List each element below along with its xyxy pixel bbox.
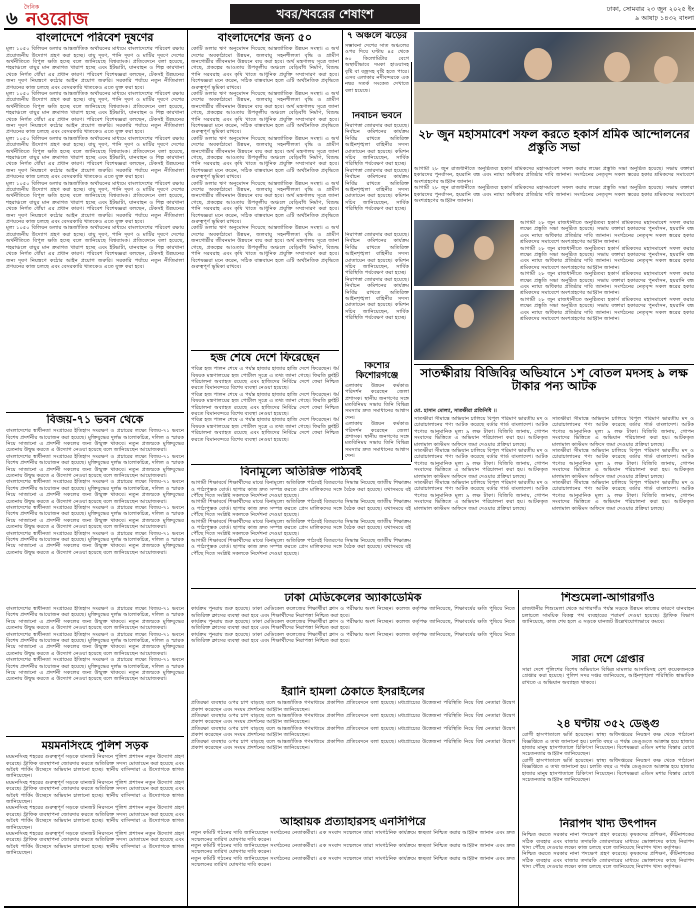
article-body: নতুন কমিটি গঠনের দাবি জানিয়েছেন সংগঠনের নেতাকর্মীরা। এক সংবাদ সম্মেলনে তারা সাংগঠনিক কার্যক্রমে স্বচ্ছতা নিশ্চিত করার আহ্বান জানান এবং দ্রুত সম্মেলনের তারিখ ঘোষণার দাবি করেন। bbox=[191, 830, 515, 843]
article-dengue bbox=[522, 718, 694, 816]
headline: কিশোর কিশোরগঞ্জে bbox=[355, 362, 399, 381]
page-number: ৬ bbox=[6, 8, 18, 29]
article-body: রাজধানীর শিশুমেলা থেকে আগারগাঁও পর্যন্ত সড়কে উন্নয়ন কাজের কারণে যানবাহন চলাচলে সাময়িক বিকল্প পথ ব্যবহারের পরামর্শ দেওয়া হয়েছে। ট্রাফিক বিভাগ জানিয়েছে, কাজ শেষ হলে এ সড়কে যানজট উল্লেখযোগ্যভাবে কমবে। bbox=[522, 606, 694, 625]
headline: ইরানি হামলা ঠেকাতে ইসরাইলের bbox=[281, 686, 425, 698]
article-nirapod bbox=[522, 818, 694, 908]
headline: আহ্বায়ক প্রত্যাহারসহ এনসিপিরে bbox=[280, 816, 426, 828]
headline: বাংলাদেশের জন্য ৫০ bbox=[217, 32, 313, 44]
article-dmc bbox=[191, 592, 515, 684]
article-bijoy71-cont bbox=[6, 606, 184, 734]
article-ncp bbox=[191, 816, 515, 908]
article-body: নিরাপত্তা জোরদার করা হয়েছে। নির্বাচন কমিশনের কার্যক্রম নির্বিঘ্ন রাখতে অতিরিক্ত আইনশৃঙ্খলা বাহিনীর সদস্য মোতায়েন করা হয়েছে। কমিশন সচিব জানিয়েছেন, সার্বিক পরিস্থিতি পর্যবেক্ষণ করা হচ্ছে। bbox=[345, 167, 409, 213]
article-body: কোটি ডলার ঋণ অনুমোদন দিয়েছে আন্তর্জাতিক উন্নয়ন সংস্থা। এ অর্থ দেশের অবকাঠামো উন্নয়ন, জলবায়ু সহনশীলতা বৃদ্ধি ও গ্রামীণ জনগোষ্ঠীর জীবনমান উন্নয়নে ব্যয় করা হবে। অর্থ মন্ত্রণালয় সূত্রে জানা গেছে, প্রকল্পের আওতায় উপকূলীয় অঞ্চলে বেড়িবাঁধ নির্মাণ, বিশুদ্ধ পানি সরবরাহ এবং কৃষি খাতে আধুনিক প্রযুক্তি সম্প্রসারণ করা হবে। বিশেষজ্ঞরা মনে করেন, সঠিক বাস্তবায়ন হলে এটি অর্থনৈতিক প্রবৃদ্ধিতে গুরুত্বপূর্ণ ভূমিকা রাখবে। bbox=[191, 135, 339, 181]
section-rule bbox=[191, 588, 696, 589]
article-body: বাংলাদেশের স্বাধীনতা সংগ্রামের ইতিহাস সংরক্ষণ ও প্রচারের লক্ষ্যে বিজয়-৭১ ভবনে বিশেষ প্রদর্শনীর আয়োজন করা হয়েছে। মুক্তিযুদ্ধের দুর্লভ আলোকচিত্র, দলিল ও স্মারক নিয়ে সাজানো এ প্রদর্শনী সকলের জন্য উন্মুক্ত থাকবে। নতুন প্রজন্মকে মুক্তিযুদ্ধের চেতনায় উদ্বুদ্ধ করতে এ উদ্যোগ নেওয়া হয়েছে বলে জানিয়েছেন আয়োজকরা। bbox=[6, 453, 184, 479]
section-rule bbox=[191, 464, 411, 465]
section-rule bbox=[6, 412, 184, 413]
column-divider bbox=[187, 30, 188, 908]
article-body: সাতক্ষীরা সীমান্তে অভিযান চালিয়ে বিপুল পরিমাণ ভারতীয় মদ ও চোরাচালানের পণ্য আটক করেছে বর্ডার গার্ড বাংলাদেশ। আটক পণ্যের আনুমানিক মূল্য ৯ লক্ষ টাকা। বিজিবি জানায়, গোপন সংবাদের ভিত্তিতে এ অভিযান পরিচালনা করা হয়। আটককৃত মালামাল কাস্টমস অফিসে জমা দেওয়ার প্রক্রিয়া চলছে। bbox=[552, 480, 694, 512]
article-body: আগামী ২৮ জুন রাজধানীতে অনুষ্ঠিতব্য হকার্স শ্রমিকদের মহাসমাবেশ সফল করার লক্ষ্যে প্রস্তুতি সভা অনুষ্ঠিত হয়েছে। সভায় বক্তারা হকারদের পুনর্বাসন, হয়রানি বন্ধ এবং ন্যায্য অধিকার প্রতিষ্ঠার দাবি জানান। সংগঠনের নেতৃবৃন্দ সকল স্তরের হকার শ্রমিকদের সমাবেশে অংশগ্রহণের আহ্বান জানান। bbox=[520, 245, 694, 271]
logo-name: নওরোজ bbox=[26, 9, 89, 30]
article-body: আগামী ২৮ জুন রাজধানীতে অনুষ্ঠিতব্য হকার্স শ্রমিকদের মহাসমাবেশ সফল করার লক্ষ্যে প্রস্তুতি সভা অনুষ্ঠিত হয়েছে। সভায় বক্তারা হকারদের পুনর্বাসন, হয়রানি বন্ধ এবং ন্যায্য অধিকার প্রতিষ্ঠার দাবি জানান। সংগঠনের নেতৃবৃন্দ সকল স্তরের হকার শ্রমিকদের সমাবেশে অংশগ্রহণের আহ্বান জানান। bbox=[414, 185, 694, 205]
article-body: নিরাপত্তা জোরদার করা হয়েছে। নির্বাচন কমিশনের কার্যক্রম নির্বিঘ্ন রাখতে অতিরিক্ত আইনশৃঙ্খলা বাহিনীর সদস্য মোতায়েন করা হয়েছে। কমিশন সচিব জানিয়েছেন, সার্বিক পরিস্থিতি পর্যবেক্ষণ করা হচ্ছে। bbox=[345, 276, 409, 322]
article-body: মূল্য ১০৫০ বিলিয়ন ডলার আন্তর্জাতিক অর্থায়নের মাধ্যমে বাংলাদেশের পরিবেশ রক্ষায় প্রয়োজনীয় উদ্যোগ গ্রহণ করা হচ্ছে। বায়ু দূষণ, পানি দূষণ ও মাটির দূষণে দেশের অর্থনীতিতে বিপুল ক্ষতি হচ্ছে বলে জানিয়েছে বিশ্বব্যাংক। প্রতিবেদনে বলা হয়েছে, শহরাঞ্চলে বায়ুর মান ক্রমাগত খারাপ হচ্ছে এবং ইটভাটা, যানবাহন ও শিল্প কারখানা থেকে নির্গত ধোঁয়া এর প্রধান কারণ। পরিবেশ বিশেষজ্ঞরা বলছেন, টেকসই উন্নয়নের জন্য দূষণ নিয়ন্ত্রণে কঠোর আইন প্রয়োগ জরুরি। সরকারি পর্যায়ে নতুন নীতিমালা প্রণয়নের কাজ চলছে এবং বেসরকারি খাতকেও এতে যুক্ত করা হবে। bbox=[6, 225, 184, 270]
article-body: সাতক্ষীরা সীমান্তে অভিযান চালিয়ে বিপুল পরিমাণ ভারতীয় মদ ও চোরাচালানের পণ্য আটক করেছে বর্ডার গার্ড বাংলাদেশ। আটক পণ্যের আনুমানিক মূল্য ৯ লক্ষ টাকা। বিজিবি জানায়, গোপন সংবাদের ভিত্তিতে এ অভিযান পরিচালনা করা হয়। আটককৃত মালামাল কাস্টমস অফিসে জমা দেওয়ার প্রক্রিয়া চলছে। bbox=[414, 416, 548, 448]
news-photo bbox=[414, 290, 514, 360]
headline: বিজয়-৭১ ভবন থেকে bbox=[46, 414, 144, 426]
article-kishoreganj bbox=[345, 362, 409, 460]
article-mymensingh bbox=[6, 740, 184, 906]
article-body: কার্যক্রম পুনরায় শুরু হয়েছে। ঢাকা মেডিকেল কলেজের শিক্ষার্থীরা ক্লাস ও পরীক্ষায় অংশ নিচ্ছেন। কলেজ কর্তৃপক্ষ জানিয়েছে, শিক্ষাবর্ষের ক্ষতি পুষিয়ে নিতে অতিরিক্ত ক্লাসের ব্যবস্থা করা হবে এবং শিক্ষার্থীদের নিরাপত্তা নিশ্চিত করা হবে। bbox=[191, 618, 515, 632]
article-body: ময়মনসিংহ শহরের গুরুত্বপূর্ণ সড়কে যানজট নিরসনে পুলিশ প্রশাসন নতুন উদ্যোগ গ্রহণ করেছে। ট্রাফিক ব্যবস্থাপনা জোরদার করতে অতিরিক্ত সদস্য মোতায়েন করা হয়েছে এবং অবৈধ পার্কিং উচ্ছেদে অভিযান চালানো হচ্ছে। স্থানীয় বাসিন্দারা এ উদ্যোগকে স্বাগত জানিয়েছেন। bbox=[6, 830, 184, 857]
article-body: বাংলাদেশের স্বাধীনতা সংগ্রামের ইতিহাস সংরক্ষণ ও প্রচারের লক্ষ্যে বিজয়-৭১ ভবনে বিশেষ প্রদর্শনীর আয়োজন করা হয়েছে। মুক্তিযুদ্ধের দুর্লভ আলোকচিত্র, দলিল ও স্মারক নিয়ে সাজানো এ প্রদর্শনী সকলের জন্য উন্মুক্ত থাকবে। নতুন প্রজন্মকে মুক্তিযুদ্ধের চেতনায় উদ্বুদ্ধ করতে এ উদ্যোগ নেওয়া হয়েছে বলে জানিয়েছেন আয়োজকরা। bbox=[6, 428, 184, 454]
article-body: বাংলাদেশের স্বাধীনতা সংগ্রামের ইতিহাস সংরক্ষণ ও প্রচারের লক্ষ্যে বিজয়-৭১ ভবনে বিশেষ প্রদর্শনীর আয়োজন করা হয়েছে। মুক্তিযুদ্ধের দুর্লভ আলোকচিত্র, দলিল ও স্মারক নিয়ে সাজানো এ প্রদর্শনী সকলের জন্য উন্মুক্ত থাকবে। নতুন প্রজন্মকে মুক্তিযুদ্ধের চেতনায় উদ্বুদ্ধ করতে এ উদ্যোগ নেওয়া হয়েছে বলে জানিয়েছেন আয়োজকরা। bbox=[6, 479, 184, 505]
article-nirbachon bbox=[345, 112, 409, 230]
headline: সাতক্ষীরায় বিজিবির অভিযানে ১শ বোতল মদসহ ৯ লক্ষ টাকার পন্য আটক bbox=[420, 366, 688, 394]
article-body: মূল্য ১০৫০ বিলিয়ন ডলার আন্তর্জাতিক অর্থায়নের মাধ্যমে বাংলাদেশের পরিবেশ রক্ষায় প্রয়োজনীয় উদ্যোগ গ্রহণ করা হচ্ছে। বায়ু দূষণ, পানি দূষণ ও মাটির দূষণে দেশের অর্থনীতিতে বিপুল ক্ষতি হচ্ছে বলে জানিয়েছে বিশ্বব্যাংক। প্রতিবেদনে বলা হয়েছে, শহরাঞ্চলে বায়ুর মান ক্রমাগত খারাপ হচ্ছে এবং ইটভাটা, যানবাহন ও শিল্প কারখানা থেকে নির্গত ধোঁয়া এর প্রধান কারণ। পরিবেশ বিশেষজ্ঞরা বলছেন, টেকসই উন্নয়নের জন্য দূষণ নিয়ন্ত্রণে কঠোর আইন প্রয়োগ জরুরি। সরকারি পর্যায়ে নতুন নীতিমালা প্রণয়নের কাজ চলছে এবং বেসরকারি খাতকেও এতে যুক্ত করা হবে। bbox=[6, 46, 184, 91]
article-body: বাংলাদেশের স্বাধীনতা সংগ্রামের ইতিহাস সংরক্ষণ ও প্রচারের লক্ষ্যে বিজয়-৭১ ভবনে বিশেষ প্রদর্শনীর আয়োজন করা হয়েছে। মুক্তিযুদ্ধের দুর্লভ আলোকচিত্র, দলিল ও স্মারক নিয়ে সাজানো এ প্রদর্শনী সকলের জন্য উন্মুক্ত থাকবে। নতুন প্রজন্মকে মুক্তিযুদ্ধের চেতনায় উদ্বুদ্ধ করতে এ উদ্যোগ নেওয়া হয়েছে বলে জানিয়েছেন আয়োজকরা। bbox=[6, 631, 184, 657]
article-body: এলাকায় উন্নয়ন কর্মকাণ্ড পরিদর্শন করেছেন জেলা প্রশাসক। স্থানীয় জনগণের সঙ্গে মতবিনিময় সভায় তিনি বিভিন্ন সমস্যার দ্রুত সমাধানের আশ্বাস দেন। bbox=[345, 382, 409, 421]
article-sara-deshe bbox=[522, 654, 694, 716]
article-body: আগামী ২৮ জুন রাজধানীতে অনুষ্ঠিতব্য হকার্স শ্রমিকদের মহাসমাবেশ সফল করার লক্ষ্যে প্রস্তুতি সভা অনুষ্ঠিত হয়েছে। সভায় বক্তারা হকারদের পুনর্বাসন, হয়রানি বন্ধ এবং ন্যায্য অধিকার প্রতিষ্ঠার দাবি জানান। সংগঠনের নেতৃবৃন্দ সকল স্তরের হকার শ্রমিকদের সমাবেশে অংশগ্রহণের আহ্বান জানান। bbox=[520, 296, 694, 323]
hawker-headline-box bbox=[414, 128, 694, 164]
article-body: কার্যক্রম পুনরায় শুরু হয়েছে। ঢাকা মেডিকেল কলেজের শিক্ষার্থীরা ক্লাস ও পরীক্ষায় অংশ নিচ্ছেন। কলেজ কর্তৃপক্ষ জানিয়েছে, শিক্ষাবর্ষের ক্ষতি পুষিয়ে নিতে অতিরিক্ত ক্লাসের ব্যবস্থা করা হবে এবং শিক্ষার্থীদের নিরাপত্তা নিশ্চিত করা হবে। bbox=[191, 631, 515, 645]
article-body: কোটি ডলার ঋণ অনুমোদন দিয়েছে আন্তর্জাতিক উন্নয়ন সংস্থা। এ অর্থ দেশের অবকাঠামো উন্নয়ন, জলবায়ু সহনশীলতা বৃদ্ধি ও গ্রামীণ জনগোষ্ঠীর জীবনমান উন্নয়নে ব্যয় করা হবে। অর্থ মন্ত্রণালয় সূত্রে জানা গেছে, প্রকল্পের আওতায় উপকূলীয় অঞ্চলে বেড়িবাঁধ নির্মাণ, বিশুদ্ধ পানি সরবরাহ এবং কৃষি খাতে আধুনিক প্রযুক্তি সম্প্রসারণ করা হবে। বিশেষজ্ঞরা মনে করেন, সঠিক বাস্তবায়ন হলে এটি অর্থনৈতিক প্রবৃদ্ধিতে গুরুত্বপূর্ণ ভূমিকা রাখবে। bbox=[191, 180, 339, 226]
article-body: পবিত্র হজ পালন শেষে এ পর্যন্ত হাজার হাজার হাজি দেশে ফিরেছেন। ধর্ম বিষয়ক মন্ত্রণালয়ের হজ পোর্টাল সূত্রে এ তথ্য জানা গেছে। ফিরতি ফ্লাইট পরিচালনা অব্যাহত রয়েছে এবং হাজিদের নির্বিঘ্নে দেশে ফেরা নিশ্চিত করতে বিমানবন্দরে বিশেষ ব্যবস্থা নেওয়া হয়েছে। bbox=[191, 391, 339, 417]
article-bijoy71 bbox=[6, 414, 184, 604]
article-body: আগামী ২৮ জুন রাজধানীতে অনুষ্ঠিতব্য হকার্স শ্রমিকদের মহাসমাবেশ সফল করার লক্ষ্যে প্রস্তুতি সভা অনুষ্ঠিত হয়েছে। সভায় বক্তারা হকারদের পুনর্বাসন, হয়রানি বন্ধ এবং ন্যায্য অধিকার প্রতিষ্ঠার দাবি জানান। সংগঠনের নেতৃবৃন্দ সকল স্তরের হকার শ্রমিকদের সমাবেশে অংশগ্রহণের আহ্বান জানান। bbox=[520, 271, 694, 297]
article-satkhira bbox=[414, 416, 548, 592]
article-body: নিরাপত্তা জোরদার করা হয়েছে। নির্বাচন কমিশনের কার্যক্রম নির্বিঘ্ন রাখতে অতিরিক্ত আইনশৃঙ্খলা বাহিনীর সদস্য মোতায়েন করা হয়েছে। কমিশন সচিব জানিয়েছেন, সার্বিক পরিস্থিতি পর্যবেক্ষণ করা হচ্ছে। bbox=[345, 122, 409, 168]
headline: বিনামূল্যে অতিরিক্ত পাঠ্যবই bbox=[240, 466, 362, 478]
section-rule bbox=[6, 736, 184, 737]
column-divider bbox=[411, 62, 412, 462]
article-body: সাতক্ষীরা সীমান্তে অভিযান চালিয়ে বিপুল পরিমাণ ভারতীয় মদ ও চোরাচালানের পণ্য আটক করেছে বর্ডার গার্ড বাংলাদেশ। আটক পণ্যের আনুমানিক মূল্য ৯ লক্ষ টাকা। বিজিবি জানায়, গোপন সংবাদের ভিত্তিতে এ অভিযান পরিচালনা করা হয়। আটককৃত মালামাল কাস্টমস অফিসে জমা দেওয়ার প্রক্রিয়া চলছে। bbox=[552, 448, 694, 480]
article-body: মূল্য ১০৫০ বিলিয়ন ডলার আন্তর্জাতিক অর্থায়নের মাধ্যমে বাংলাদেশের পরিবেশ রক্ষায় প্রয়োজনীয় উদ্যোগ গ্রহণ করা হচ্ছে। বায়ু দূষণ, পানি দূষণ ও মাটির দূষণে দেশের অর্থনীতিতে বিপুল ক্ষতি হচ্ছে বলে জানিয়েছে বিশ্বব্যাংক। প্রতিবেদনে বলা হয়েছে, শহরাঞ্চলে বায়ুর মান ক্রমাগত খারাপ হচ্ছে এবং ইটভাটা, যানবাহন ও শিল্প কারখানা থেকে নির্গত ধোঁয়া এর প্রধান কারণ। পরিবেশ বিশেষজ্ঞরা বলছেন, টেকসই উন্নয়নের জন্য দূষণ নিয়ন্ত্রণে কঠোর আইন প্রয়োগ জরুরি। সরকারি পর্যায়ে নতুন নীতিমালা প্রণয়নের কাজ চলছে এবং বেসরকারি খাতকেও এতে যুক্ত করা হবে। bbox=[6, 135, 184, 181]
article-body: প্রতিরক্ষা ব্যবস্থার ওপর চাপ বাড়ছে বলে আন্তর্জাতিক গণমাধ্যমে প্রকাশিত প্রতিবেদনে বলা হয়েছে। মধ্যপ্রাচ্যের উত্তেজনা পরিস্থিতি নিয়ে বিশ্ব নেতারা উদ্বেগ প্রকাশ করেছেন এবং সংযম প্রদর্শনের আহ্বান জানিয়েছেন। bbox=[191, 712, 515, 726]
article-body: প্রতিরক্ষা ব্যবস্থার ওপর চাপ বাড়ছে বলে আন্তর্জাতিক গণমাধ্যমে প্রকাশিত প্রতিবেদনে বলা হয়েছে। মধ্যপ্রাচ্যের উত্তেজনা পরিস্থিতি নিয়ে বিশ্ব নেতারা উদ্বেগ প্রকাশ করেছেন এবং সংযম প্রদর্শনের আহ্বান জানিয়েছেন। bbox=[191, 725, 515, 739]
article-shishumela bbox=[522, 592, 694, 652]
date-line: ঢাকা, সোমবার ২৩ জুন ২০২৫ ইং bbox=[606, 5, 694, 13]
article-body: কোটি ডলার ঋণ অনুমোদন দিয়েছে আন্তর্জাতিক উন্নয়ন সংস্থা। এ অর্থ দেশের অবকাঠামো উন্নয়ন, জলবায়ু সহনশীলতা বৃদ্ধি ও গ্রামীণ জনগোষ্ঠীর জীবনমান উন্নয়নে ব্যয় করা হবে। অর্থ মন্ত্রণালয় সূত্রে জানা গেছে, প্রকল্পের আওতায় উপকূলীয় অঞ্চলে বেড়িবাঁধ নির্মাণ, বিশুদ্ধ পানি সরবরাহ এবং কৃষি খাতে আধুনিক প্রযুক্তি সম্প্রসারণ করা হবে। বিশেষজ্ঞরা মনে করেন, সঠিক বাস্তবায়ন হলে এটি অর্থনৈতিক প্রবৃদ্ধিতে গুরুত্বপূর্ণ ভূমিকা রাখবে। bbox=[191, 90, 339, 136]
article-body: কোটি ডলার ঋণ অনুমোদন দিয়েছে আন্তর্জাতিক উন্নয়ন সংস্থা। এ অর্থ দেশের অবকাঠামো উন্নয়ন, জলবায়ু সহনশীলতা বৃদ্ধি ও গ্রামীণ জনগোষ্ঠীর জীবনমান উন্নয়নে ব্যয় করা হবে। অর্থ মন্ত্রণালয় সূত্রে জানা গেছে, প্রকল্পের আওতায় উপকূলীয় অঞ্চলে বেড়িবাঁধ নির্মাণ, বিশুদ্ধ পানি সরবরাহ এবং কৃষি খাতে আধুনিক প্রযুক্তি সম্প্রসারণ করা হবে। বিশেষজ্ঞরা মনে করেন, সঠিক বাস্তবায়ন হলে এটি অর্থনৈতিক প্রবৃদ্ধিতে গুরুত্বপূর্ণ ভূমিকা রাখবে। bbox=[191, 46, 339, 91]
article-body: সম্ভাবনা দেশের সাত অঞ্চলের ওপর দিয়ে ঘণ্টায় ৪৫ থেকে ৬০ কিলোমিটার বেগে অস্থায়ীভাবে দমকা হাওয়াসহ বৃষ্টি বা বজ্রসহ বৃষ্টি হতে পারে। এসব এলাকার নদীবন্দরকে এক নম্বর সতর্ক সংকেত দেখাতে বলা হয়েছে। bbox=[345, 42, 409, 92]
article-body: কোটি ডলার ঋণ অনুমোদন দিয়েছে আন্তর্জাতিক উন্নয়ন সংস্থা। এ অর্থ দেশের অবকাঠামো উন্নয়ন, জলবায়ু সহনশীলতা বৃদ্ধি ও গ্রামীণ জনগোষ্ঠীর জীবনমান উন্নয়নে ব্যয় করা হবে। অর্থ মন্ত্রণালয় সূত্রে জানা গেছে, প্রকল্পের আওতায় উপকূলীয় অঞ্চলে বেড়িবাঁধ নির্মাণ, বিশুদ্ধ পানি সরবরাহ এবং কৃষি খাতে আধুনিক প্রযুক্তি সম্প্রসারণ করা হবে। বিশেষজ্ঞরা মনে করেন, সঠিক বাস্তবায়ন হলে এটি অর্থনৈতিক প্রবৃদ্ধিতে গুরুত্বপূর্ণ ভূমিকা রাখবে। bbox=[191, 225, 339, 270]
article-body: প্রতিরক্ষা ব্যবস্থার ওপর চাপ বাড়ছে বলে আন্তর্জাতিক গণমাধ্যমে প্রকাশিত প্রতিবেদনে বলা হয়েছে। মধ্যপ্রাচ্যের উত্তেজনা পরিস্থিতি নিয়ে বিশ্ব নেতারা উদ্বেগ প্রকাশ করেছেন এবং সংযম প্রদর্শনের আহ্বান জানিয়েছেন। bbox=[191, 738, 515, 751]
article-body: পবিত্র হজ পালন শেষে এ পর্যন্ত হাজার হাজার হাজি দেশে ফিরেছেন। ধর্ম বিষয়ক মন্ত্রণালয়ের হজ পোর্টাল সূত্রে এ তথ্য জানা গেছে। ফিরতি ফ্লাইট পরিচালনা অব্যাহত রয়েছে এবং হাজিদের নির্বিঘ্নে দেশে ফেরা নিশ্চিত করতে বিমানবন্দরে বিশেষ ব্যবস্থা নেওয়া হয়েছে। bbox=[191, 417, 339, 443]
article-storm bbox=[345, 32, 409, 92]
article-body: নিশ্চিত করতে সরকার নানা পদক্ষেপ গ্রহণ করেছে। কৃষকদের প্রশিক্ষণ, কীটনাশকের সঠিক ব্যবহার এবং বাজার তদারকি জোরদারের মাধ্যমে ভোক্তাদের কাছে নিরাপদ খাদ্য পৌঁছে দেওয়ার লক্ষ্যে কাজ চলছে বলে জানিয়েছে নিরাপদ খাদ্য কর্তৃপক্ষ। bbox=[522, 851, 694, 871]
article-body: সাতক্ষীরা সীমান্তে অভিযান চালিয়ে বিপুল পরিমাণ ভারতীয় মদ ও চোরাচালানের পণ্য আটক করেছে বর্ডার গার্ড বাংলাদেশ। আটক পণ্যের আনুমানিক মূল্য ৯ লক্ষ টাকা। বিজিবি জানায়, গোপন সংবাদের ভিত্তিতে এ অভিযান পরিচালনা করা হয়। আটককৃত মালামাল কাস্টমস অফিসে জমা দেওয়ার প্রক্রিয়া চলছে। bbox=[414, 448, 548, 480]
hawker-meeting-photo bbox=[414, 32, 694, 124]
article-bangladesh50 bbox=[191, 32, 339, 348]
headline: শিশুমেলা-আগারগাঁও bbox=[561, 592, 655, 604]
article-body: নিরাপত্তা জোরদার করা হয়েছে। নির্বাচন কমিশনের কার্যক্রম নির্বিঘ্ন রাখতে অতিরিক্ত আইনশৃঙ্খলা বাহিনীর সদস্য মোতায়েন করা হয়েছে। কমিশন সচিব জানিয়েছেন, সার্বিক পরিস্থিতি পর্যবেক্ষণ করা হচ্ছে। bbox=[345, 232, 409, 277]
header-rule bbox=[4, 28, 696, 30]
headline: ২৪ ঘণ্টায় ৩৫২ ডেঙ্গু bbox=[556, 718, 660, 730]
article-body: সাতক্ষীরা সীমান্তে অভিযান চালিয়ে বিপুল পরিমাণ ভারতীয় মদ ও চোরাচালানের পণ্য আটক করেছে বর্ডার গার্ড বাংলাদেশ। আটক পণ্যের আনুমানিক মূল্য ৯ লক্ষ টাকা। বিজিবি জানায়, গোপন সংবাদের ভিত্তিতে এ অভিযান পরিচালনা করা হয়। আটককৃত মালামাল কাস্টমস অফিসে জমা দেওয়ার প্রক্রিয়া চলছে। bbox=[414, 480, 548, 512]
article-body: আগামী ২৮ জুন রাজধানীতে অনুষ্ঠিতব্য হকার্স শ্রমিকদের মহাসমাবেশ সফল করার লক্ষ্যে প্রস্তুতি সভা অনুষ্ঠিত হয়েছে। সভায় বক্তারা হকারদের পুনর্বাসন, হয়রানি বন্ধ এবং ন্যায্য অধিকার প্রতিষ্ঠার দাবি জানান। সংগঠনের নেতৃবৃন্দ সকল স্তরের হকার শ্রমিকদের সমাবেশে অংশগ্রহণের আহ্বান জানান। bbox=[520, 220, 694, 246]
article-body: এলাকায় উন্নয়ন কর্মকাণ্ড পরিদর্শন করেছেন জেলা প্রশাসক। স্থানীয় জনগণের সঙ্গে মতবিনিময় সভায় তিনি বিভিন্ন সমস্যার দ্রুত সমাধানের আশ্বাস দেন। bbox=[345, 421, 409, 460]
section-rule bbox=[191, 350, 339, 351]
section-title: খবর/খবরের শেষাংশ bbox=[230, 4, 420, 24]
satkhira-byline: মো. হাসান মোল্যা, সাতক্ষীরা প্রতিনিধি ।। bbox=[414, 408, 497, 414]
article-body: সারা দেশে পুলিশের বিশেষ অভিযানে বিভিন্ন মামলার আসামিসহ বেশ কয়েকজনকে গ্রেপ্তার করা হয়েছে। পুলিশ সদর দপ্তর জানিয়েছে, আইনশৃঙ্খলা পরিস্থিতি স্বাভাবিক রাখতে এ অভিযান অব্যাহত থাকবে। bbox=[522, 667, 694, 686]
satkhira-headline-box bbox=[414, 364, 694, 404]
headline: হজ শেষে দেশে ফিরেছেন bbox=[210, 352, 320, 364]
logo-small-text: দৈনিক bbox=[24, 4, 40, 11]
article-body: আগামী শিক্ষাবর্ষে শিক্ষার্থীদের মাঝে বিনামূল্যে অতিরিক্ত পাঠ্যবই বিতরণের সিদ্ধান্ত নিয়েছে জাতীয় শিক্ষাক্রম ও পাঠ্যপুস্তক বোর্ড। ছাপার কাজ দ্রুত সম্পন্ন করতে প্রেস মালিকদের সঙ্গে বৈঠক করা হয়েছে। যথাসময়ে বই পৌঁছে দিতে সংশ্লিষ্ট সকলকে নির্দেশনা দেওয়া হয়েছে। bbox=[191, 518, 411, 538]
article-binimoy bbox=[191, 466, 411, 586]
headline: নির্বাচন ভবনে bbox=[352, 112, 402, 121]
article-body: মূল্য ১০৫০ বিলিয়ন ডলার আন্তর্জাতিক অর্থায়নের মাধ্যমে বাংলাদেশের পরিবেশ রক্ষায় প্রয়োজনীয় উদ্যোগ গ্রহণ করা হচ্ছে। বায়ু দূষণ, পানি দূষণ ও মাটির দূষণে দেশের অর্থনীতিতে বিপুল ক্ষতি হচ্ছে বলে জানিয়েছে বিশ্বব্যাংক। প্রতিবেদনে বলা হয়েছে, শহরাঞ্চলে বায়ুর মান ক্রমাগত খারাপ হচ্ছে এবং ইটভাটা, যানবাহন ও শিল্প কারখানা থেকে নির্গত ধোঁয়া এর প্রধান কারণ। পরিবেশ বিশেষজ্ঞরা বলছেন, টেকসই উন্নয়নের জন্য দূষণ নিয়ন্ত্রণে কঠোর আইন প্রয়োগ জরুরি। সরকারি পর্যায়ে নতুন নীতিমালা প্রণয়নের কাজ চলছে এবং বেসরকারি খাতকেও এতে যুক্ত করা হবে। bbox=[6, 90, 184, 136]
headline: বাংলাদেশে পরিবেশ দূষণের bbox=[36, 32, 154, 44]
article-body: রোগী হাসপাতালে ভর্তি হয়েছেন। স্বাস্থ্য অধিদপ্তরের নিয়ন্ত্রণ কক্ষ থেকে পাঠানো বিজ্ঞপ্তিতে এ তথ্য জানানো হয়। চলতি বছর এ পর্যন্ত ডেঙ্গুতে আক্রান্ত হয়ে হাজার হাজার মানুষ হাসপাতালে চিকিৎসা নিয়েছেন। বিশেষজ্ঞরা এডিস মশার বিস্তার রোধে সচেতনতার আহ্বান জানিয়েছেন। bbox=[522, 757, 694, 783]
article-body: রোগী হাসপাতালে ভর্তি হয়েছেন। স্বাস্থ্য অধিদপ্তরের নিয়ন্ত্রণ কক্ষ থেকে পাঠানো বিজ্ঞপ্তিতে এ তথ্য জানানো হয়। চলতি বছর এ পর্যন্ত ডেঙ্গুতে আক্রান্ত হয়ে হাজার হাজার মানুষ হাসপাতালে চিকিৎসা নিয়েছেন। বিশেষজ্ঞরা এডিস মশার বিস্তার রোধে সচেতনতার আহ্বান জানিয়েছেন। bbox=[522, 732, 694, 758]
article-satkhira-cont bbox=[552, 416, 694, 592]
article-body: আগামী শিক্ষাবর্ষে শিক্ষার্থীদের মাঝে বিনামূল্যে অতিরিক্ত পাঠ্যবই বিতরণের সিদ্ধান্ত নিয়েছে জাতীয় শিক্ষাক্রম ও পাঠ্যপুস্তক বোর্ড। ছাপার কাজ দ্রুত সম্পন্ন করতে প্রেস মালিকদের সঙ্গে বৈঠক করা হয়েছে। যথাসময়ে বই পৌঁছে দিতে সংশ্লিষ্ট সকলকে নির্দেশনা দেওয়া হয়েছে। bbox=[191, 480, 411, 499]
article-body: মূল্য ১০৫০ বিলিয়ন ডলার আন্তর্জাতিক অর্থায়নের মাধ্যমে বাংলাদেশের পরিবেশ রক্ষায় প্রয়োজনীয় উদ্যোগ গ্রহণ করা হচ্ছে। বায়ু দূষণ, পানি দূষণ ও মাটির দূষণে দেশের অর্থনীতিতে বিপুল ক্ষতি হচ্ছে বলে জানিয়েছে বিশ্বব্যাংক। প্রতিবেদনে বলা হয়েছে, শহরাঞ্চলে বায়ুর মান ক্রমাগত খারাপ হচ্ছে এবং ইটভাটা, যানবাহন ও শিল্প কারখানা থেকে নির্গত ধোঁয়া এর প্রধান কারণ। পরিবেশ বিশেষজ্ঞরা বলছেন, টেকসই উন্নয়নের জন্য দূষণ নিয়ন্ত্রণে কঠোর আইন প্রয়োগ জরুরি। সরকারি পর্যায়ে নতুন নীতিমালা প্রণয়নের কাজ চলছে এবং বেসরকারি খাতকেও এতে যুক্ত করা হবে। bbox=[6, 180, 184, 226]
article-body: পবিত্র হজ পালন শেষে এ পর্যন্ত হাজার হাজার হাজি দেশে ফিরেছেন। ধর্ম বিষয়ক মন্ত্রণালয়ের হজ পোর্টাল সূত্রে এ তথ্য জানা গেছে। ফিরতি ফ্লাইট পরিচালনা অব্যাহত রয়েছে এবং হাজিদের নির্বিঘ্নে দেশে ফেরা নিশ্চিত করতে বিমানবন্দরে বিশেষ ব্যবস্থা নেওয়া হয়েছে। bbox=[191, 366, 339, 392]
article-body: বাংলাদেশের স্বাধীনতা সংগ্রামের ইতিহাস সংরক্ষণ ও প্রচারের লক্ষ্যে বিজয়-৭১ ভবনে বিশেষ প্রদর্শনীর আয়োজন করা হয়েছে। মুক্তিযুদ্ধের দুর্লভ আলোকচিত্র, দলিল ও স্মারক নিয়ে সাজানো এ প্রদর্শনী সকলের জন্য উন্মুক্ত থাকবে। নতুন প্রজন্মকে মুক্তিযুদ্ধের চেতনায় উদ্বুদ্ধ করতে এ উদ্যোগ নেওয়া হয়েছে বলে জানিয়েছেন আয়োজকরা। bbox=[6, 657, 184, 683]
news-photo bbox=[414, 220, 514, 286]
article-body: ময়মনসিংহ শহরের গুরুত্বপূর্ণ সড়কে যানজট নিরসনে পুলিশ প্রশাসন নতুন উদ্যোগ গ্রহণ করেছে। ট্রাফিক ব্যবস্থাপনা জোরদার করতে অতিরিক্ত সদস্য মোতায়েন করা হয়েছে এবং অবৈধ পার্কিং উচ্ছেদে অভিযান চালানো হচ্ছে। স্থানীয় বাসিন্দারা এ উদ্যোগকে স্বাগত জানিয়েছেন। bbox=[6, 779, 184, 805]
article-iran bbox=[191, 686, 515, 814]
date-line-bangla: ৯ আষাঢ় ১৪৩২ বাংলা bbox=[635, 14, 694, 22]
article-body: নিশ্চিত করতে সরকার নানা পদক্ষেপ গ্রহণ করেছে। কৃষকদের প্রশিক্ষণ, কীটনাশকের সঠিক ব্যবহার এবং বাজার তদারকি জোরদারের মাধ্যমে ভোক্তাদের কাছে নিরাপদ খাদ্য পৌঁছে দেওয়ার লক্ষ্যে কাজ চলছে বলে জানিয়েছে নিরাপদ খাদ্য কর্তৃপক্ষ। bbox=[522, 832, 694, 851]
article-body: সাতক্ষীরা সীমান্তে অভিযান চালিয়ে বিপুল পরিমাণ ভারতীয় মদ ও চোরাচালানের পণ্য আটক করেছে বর্ডার গার্ড বাংলাদেশ। আটক পণ্যের আনুমানিক মূল্য ৯ লক্ষ টাকা। বিজিবি জানায়, গোপন সংবাদের ভিত্তিতে এ অভিযান পরিচালনা করা হয়। আটককৃত মালামাল কাস্টমস অফিসে জমা দেওয়ার প্রক্রিয়া চলছে। bbox=[552, 416, 694, 448]
article-nirbachon-cont bbox=[345, 232, 409, 350]
article-body: আগামী শিক্ষাবর্ষে শিক্ষার্থীদের মাঝে বিনামূল্যে অতিরিক্ত পাঠ্যবই বিতরণের সিদ্ধান্ত নিয়েছে জাতীয় শিক্ষাক্রম ও পাঠ্যপুস্তক বোর্ড। ছাপার কাজ দ্রুত সম্পন্ন করতে প্রেস মালিকদের সঙ্গে বৈঠক করা হয়েছে। যথাসময়ে বই পৌঁছে দিতে সংশ্লিষ্ট সকলকে নির্দেশনা দেওয়া হয়েছে। bbox=[191, 499, 411, 519]
headline: ২৮ জুন মহাসমাবেশ সফল করতে হকার্স শ্রমিক আন্দোলনের প্রস্তুতি সভা bbox=[418, 128, 690, 154]
headline: ঢাকা মেডিকেলের অ্যাকাডেমিক bbox=[284, 592, 422, 604]
article-body: প্রতিরক্ষা ব্যবস্থার ওপর চাপ বাড়ছে বলে আন্তর্জাতিক গণমাধ্যমে প্রকাশিত প্রতিবেদনে বলা হয়েছে। মধ্যপ্রাচ্যের উত্তেজনা পরিস্থিতি নিয়ে বিশ্ব নেতারা উদ্বেগ প্রকাশ করেছেন এবং সংযম প্রদর্শনের আহ্বান জানিয়েছেন। bbox=[191, 700, 515, 713]
newspaper-logo bbox=[24, 2, 96, 30]
article-hawker-cont bbox=[520, 220, 694, 360]
article-body: নতুন কমিটি গঠনের দাবি জানিয়েছেন সংগঠনের নেতাকর্মীরা। এক সংবাদ সম্মেলনে তারা সাংগঠনিক কার্যক্রমে স্বচ্ছতা নিশ্চিত করার আহ্বান জানান এবং দ্রুত সম্মেলনের তারিখ ঘোষণার দাবি করেন। bbox=[191, 842, 515, 856]
article-body: ময়মনসিংহ শহরের গুরুত্বপূর্ণ সড়কে যানজট নিরসনে পুলিশ প্রশাসন নতুন উদ্যোগ গ্রহণ করেছে। ট্রাফিক ব্যবস্থাপনা জোরদার করতে অতিরিক্ত সদস্য মোতায়েন করা হয়েছে এবং অবৈধ পার্কিং উচ্ছেদে অভিযান চালানো হচ্ছে। স্থানীয় বাসিন্দারা এ উদ্যোগকে স্বাগত জানিয়েছেন। bbox=[6, 805, 184, 831]
column-divider bbox=[518, 590, 519, 908]
headline: ময়মনসিংহে পুলিশ সড়ক bbox=[41, 740, 149, 752]
article-body: আগামী ২৮ জুন রাজধানীতে অনুষ্ঠিতব্য হকার্স শ্রমিকদের মহাসমাবেশ সফল করার লক্ষ্যে প্রস্তুতি সভা অনুষ্ঠিত হয়েছে। সভায় বক্তারা হকারদের পুনর্বাসন, হয়রানি বন্ধ এবং ন্যায্য অধিকার প্রতিষ্ঠার দাবি জানান। সংগঠনের নেতৃবৃন্দ সকল স্তরের হকার শ্রমিকদের সমাবেশে অংশগ্রহণের আহ্বান জানান। bbox=[414, 166, 694, 185]
footer-rule bbox=[4, 906, 696, 908]
headline: ৭ অঞ্চলে ঝড়ের bbox=[347, 32, 407, 41]
headline: নিরাপদ খাদ্য উৎপাদন bbox=[559, 818, 657, 830]
article-body: নতুন কমিটি গঠনের দাবি জানিয়েছেন সংগঠনের নেতাকর্মীরা। এক সংবাদ সম্মেলনে তারা সাংগঠনিক কার্যক্রমে স্বচ্ছতা নিশ্চিত করার আহ্বান জানান এবং দ্রুত সম্মেলনের তারিখ ঘোষণার দাবি করেন। bbox=[191, 855, 515, 869]
article-body: বাংলাদেশের স্বাধীনতা সংগ্রামের ইতিহাস সংরক্ষণ ও প্রচারের লক্ষ্যে বিজয়-৭১ ভবনে বিশেষ প্রদর্শনীর আয়োজন করা হয়েছে। মুক্তিযুদ্ধের দুর্লভ আলোকচিত্র, দলিল ও স্মারক নিয়ে সাজানো এ প্রদর্শনী সকলের জন্য উন্মুক্ত থাকবে। নতুন প্রজন্মকে মুক্তিযুদ্ধের চেতনায় উদ্বুদ্ধ করতে এ উদ্যোগ নেওয়া হয়েছে বলে জানিয়েছেন আয়োজকরা। bbox=[6, 606, 184, 632]
article-body: বাংলাদেশের স্বাধীনতা সংগ্রামের ইতিহাস সংরক্ষণ ও প্রচারের লক্ষ্যে বিজয়-৭১ ভবনে বিশেষ প্রদর্শনীর আয়োজন করা হয়েছে। মুক্তিযুদ্ধের দুর্লভ আলোকচিত্র, দলিল ও স্মারক নিয়ে সাজানো এ প্রদর্শনী সকলের জন্য উন্মুক্ত থাকবে। নতুন প্রজন্মকে মুক্তিযুদ্ধের চেতনায় উদ্বুদ্ধ করতে এ উদ্যোগ নেওয়া হয়েছে বলে জানিয়েছেন আয়োজকরা। bbox=[6, 530, 184, 556]
article-body: কার্যক্রম পুনরায় শুরু হয়েছে। ঢাকা মেডিকেল কলেজের শিক্ষার্থীরা ক্লাস ও পরীক্ষায় অংশ নিচ্ছেন। কলেজ কর্তৃপক্ষ জানিয়েছে, শিক্ষাবর্ষের ক্ষতি পুষিয়ে নিতে অতিরিক্ত ক্লাসের ব্যবস্থা করা হবে এবং শিক্ষার্থীদের নিরাপত্তা নিশ্চিত করা হবে। bbox=[191, 606, 515, 619]
article-body: ময়মনসিংহ শহরের গুরুত্বপূর্ণ সড়কে যানজট নিরসনে পুলিশ প্রশাসন নতুন উদ্যোগ গ্রহণ করেছে। ট্রাফিক ব্যবস্থাপনা জোরদার করতে অতিরিক্ত সদস্য মোতায়েন করা হয়েছে এবং অবৈধ পার্কিং উচ্ছেদে অভিযান চালানো হচ্ছে। স্থানীয় বাসিন্দারা এ উদ্যোগকে স্বাগত জানিয়েছেন। bbox=[6, 754, 184, 780]
article-environment bbox=[6, 32, 184, 410]
article-body: বাংলাদেশের স্বাধীনতা সংগ্রামের ইতিহাস সংরক্ষণ ও প্রচারের লক্ষ্যে বিজয়-৭১ ভবনে বিশেষ প্রদর্শনীর আয়োজন করা হয়েছে। মুক্তিযুদ্ধের দুর্লভ আলোকচিত্র, দলিল ও স্মারক নিয়ে সাজানো এ প্রদর্শনী সকলের জন্য উন্মুক্ত থাকবে। নতুন প্রজন্মকে মুক্তিযুদ্ধের চেতনায় উদ্বুদ্ধ করতে এ উদ্যোগ নেওয়া হয়েছে বলে জানিয়েছেন আয়োজকরা। bbox=[6, 504, 184, 531]
article-hawker bbox=[414, 166, 694, 216]
article-body: আগামী শিক্ষাবর্ষে শিক্ষার্থীদের মাঝে বিনামূল্যে অতিরিক্ত পাঠ্যবই বিতরণের সিদ্ধান্ত নিয়েছে জাতীয় শিক্ষাক্রম ও পাঠ্যপুস্তক বোর্ড। ছাপার কাজ দ্রুত সম্পন্ন করতে প্রেস মালিকদের সঙ্গে বৈঠক করা হয়েছে। যথাসময়ে বই পৌঁছে দিতে সংশ্লিষ্ট সকলকে নির্দেশনা দেওয়া হয়েছে। bbox=[191, 537, 411, 557]
headline: সারা দেশে গ্রেপ্তার bbox=[571, 654, 645, 665]
